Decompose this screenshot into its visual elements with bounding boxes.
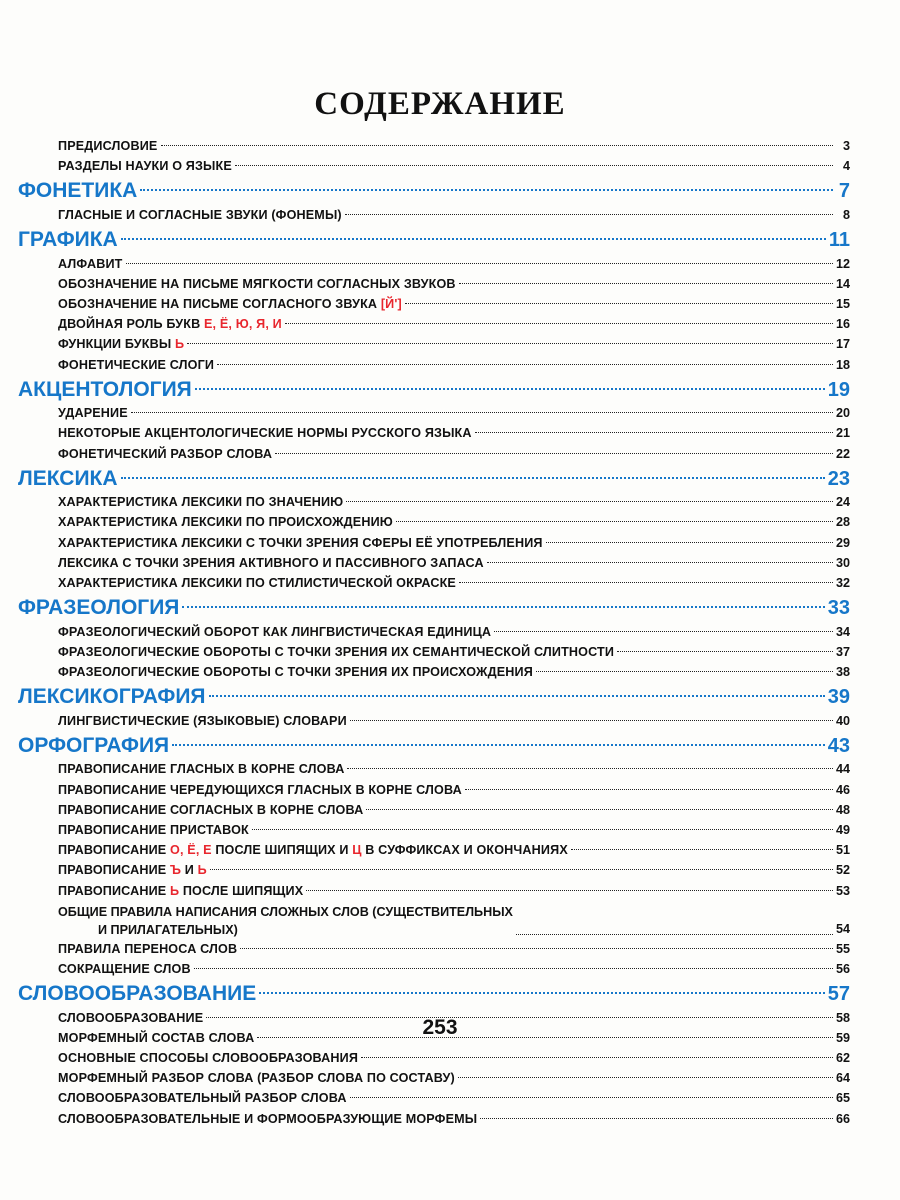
toc-entry-label: [58, 573, 456, 593]
toc-section[interactable]: [18, 683, 850, 711]
toc-entry-label: [58, 939, 237, 959]
dot-leader: [131, 412, 833, 413]
toc-page-number: 34: [835, 624, 850, 639]
dot-leader: [405, 303, 833, 304]
label-text: ПОСЛЕ ШИПЯЩИХ: [179, 883, 304, 898]
toc-entry-label: [58, 403, 128, 423]
toc-page-number: 66: [835, 1111, 850, 1126]
toc-entry-label: [58, 533, 543, 553]
dot-leader: [494, 631, 833, 632]
toc-entry-label: [58, 800, 363, 820]
toc-entry[interactable]: [18, 881, 850, 901]
toc-page-number: 39: [827, 686, 850, 709]
toc-entry-label: [58, 1088, 347, 1108]
toc-entry[interactable]: [18, 860, 850, 880]
label-text: ФРАЗЕОЛОГИЧЕСКИЕ ОБОРОТЫ С ТОЧКИ ЗРЕНИЯ ИХ ПРОИСХОЖДЕНИЯ: [58, 665, 533, 680]
toc-entry[interactable]: [18, 294, 850, 314]
dot-leader: [195, 388, 825, 390]
dot-leader: [252, 829, 833, 830]
toc-section-label: [18, 732, 169, 760]
toc-page-number: 37: [835, 644, 850, 659]
toc-page-number: 57: [827, 983, 850, 1006]
dot-leader: [459, 283, 833, 284]
label-text: ПРАВОПИСАНИЕ: [58, 883, 170, 898]
label-text: ХАРАКТЕРИСТИКА ЛЕКСИКИ ПО СТИЛИСТИЧЕСКОЙ ОКРАСКЕ: [58, 576, 456, 590]
toc-page-number: 18: [835, 357, 850, 372]
toc-entry[interactable]: [18, 403, 850, 423]
dot-leader: [347, 768, 833, 769]
highlighted-letters: Ъ: [170, 863, 182, 878]
toc-entry[interactable]: [18, 820, 850, 840]
label-text: ЛЕКСИКОГРАФИЯ: [18, 685, 206, 709]
toc-entry-label: [58, 1048, 358, 1068]
toc-entry-label-line: И ПРИЛАГАТЕЛЬНЫХ): [98, 922, 238, 937]
dot-leader: [285, 323, 833, 324]
toc-page-number: 4: [842, 159, 850, 174]
dot-leader: [396, 521, 833, 522]
dot-leader: [126, 263, 833, 264]
dot-leader: [617, 651, 833, 652]
label-text: ПРАВОПИСАНИЕ: [58, 863, 170, 878]
label-text: ЛЕКСИКА: [18, 466, 118, 490]
highlighted-letters: Ь: [174, 337, 185, 352]
toc-entry-label: [58, 860, 207, 880]
label-text: ФУНКЦИИ БУКВЫ: [58, 337, 175, 352]
toc-page-number: 21: [835, 426, 850, 441]
toc-page-number: 16: [835, 317, 850, 332]
label-text: УДАРЕНИЕ: [58, 406, 128, 421]
toc-entry[interactable]: [18, 759, 850, 779]
toc-entry[interactable]: [18, 840, 850, 860]
toc-entry-label: [58, 334, 184, 354]
highlighted-letters: Ь: [170, 883, 180, 898]
toc-entry[interactable]: [18, 901, 850, 939]
label-text: ФОНЕТИКА: [18, 179, 138, 203]
label-text: СЛОВООБРАЗОВАНИЕ: [58, 1010, 204, 1025]
label-text: ПРЕДИСЛОВИЕ: [58, 139, 158, 153]
toc-entry-label: [58, 274, 456, 294]
label-text: ХАРАКТЕРИСТИКА ЛЕКСИКИ ПО ПРОИСХОЖДЕНИЮ: [58, 515, 393, 530]
label-text: АКЦЕНТОЛОГИЯ: [18, 377, 192, 401]
label-text: ОСНОВНЫЕ СПОСОБЫ СЛОВООБРАЗОВАНИЯ: [58, 1051, 359, 1065]
highlighted-letters: Ц: [352, 843, 362, 858]
toc-page-number: 11: [828, 229, 850, 252]
dot-leader: [210, 869, 833, 870]
toc-page-number: 28: [835, 515, 850, 530]
toc-entry[interactable]: [18, 622, 850, 642]
label-text: МОРФЕМНЫЙ РАЗБОР СЛОВА (РАЗБОР СЛОВА ПО СОСТАВУ): [58, 1071, 455, 1086]
dot-leader: [465, 789, 833, 790]
toc-entry[interactable]: [18, 423, 850, 443]
dot-leader: [161, 145, 834, 146]
toc-page-number: 51: [835, 843, 850, 858]
dot-leader: [459, 582, 833, 583]
toc-entry-label: [58, 711, 347, 731]
dot-leader: [121, 477, 825, 479]
toc-page-number: 58: [835, 1010, 850, 1025]
label-text: СЛОВООБРАЗОВАТЕЛЬНЫЙ РАЗБОР СЛОВА: [58, 1091, 347, 1106]
dot-leader: [121, 238, 826, 240]
toc-page-number: 38: [835, 665, 850, 680]
toc-page-number: 29: [835, 535, 850, 550]
toc-page-number: 64: [835, 1071, 850, 1086]
toc-section[interactable]: [18, 465, 850, 493]
toc-entry-label: [58, 820, 249, 840]
toc-entry-label: [58, 1068, 455, 1088]
toc-section[interactable]: [18, 177, 850, 205]
dot-leader: [235, 165, 833, 166]
toc-entry-label: [58, 662, 533, 682]
label-text: СЛОВООБРАЗОВАНИЕ: [18, 982, 257, 1006]
toc-entry-label: [58, 136, 158, 156]
dot-leader: [475, 432, 833, 433]
toc-section-label: [18, 465, 118, 493]
toc-entry[interactable]: [18, 254, 850, 274]
dot-leader: [194, 968, 833, 969]
toc-page-number: 19: [827, 378, 850, 401]
toc-entry-label: [58, 423, 472, 443]
toc-entry[interactable]: [18, 1068, 850, 1088]
dot-leader: [275, 453, 833, 454]
toc-entry[interactable]: [18, 444, 850, 464]
toc-page-number: 48: [835, 802, 850, 817]
toc-page-number: 17: [835, 337, 850, 352]
toc-page-number: 43: [827, 734, 850, 757]
toc-entry-label: [58, 1109, 477, 1129]
dot-leader: [516, 934, 833, 935]
dot-leader: [306, 890, 833, 891]
toc-page-number: 54: [835, 921, 850, 936]
toc-entry[interactable]: [18, 512, 850, 532]
toc-entry[interactable]: [18, 553, 850, 573]
label-text: ОБОЗНАЧЕНИЕ НА ПИСЬМЕ СОГЛАСНОГО ЗВУКА: [58, 296, 381, 311]
dot-leader: [480, 1118, 833, 1119]
toc-entry[interactable]: [18, 1109, 850, 1129]
label-text: ЛЕКСИКА С ТОЧКИ ЗРЕНИЯ АКТИВНОГО И ПАССИВНОГО ЗАПАСА: [58, 555, 484, 570]
toc-entry[interactable]: [18, 959, 850, 979]
toc-entry-label: [58, 254, 123, 274]
toc-entry-label: [58, 903, 513, 939]
label-text: ФРАЗЕОЛОГИЧЕСКИЕ ОБОРОТЫ С ТОЧКИ ЗРЕНИЯ ИХ СЕМАНТИЧЕСКОЙ СЛИТНОСТИ: [58, 644, 615, 659]
toc-page-number: 62: [835, 1051, 850, 1065]
toc-entry-label: [58, 294, 402, 314]
dot-leader: [172, 744, 825, 746]
toc-page-number: 44: [835, 762, 850, 777]
toc-page-number: 15: [835, 296, 850, 311]
toc-page-number: 14: [835, 276, 850, 291]
label-text: ПРАВИЛА ПЕРЕНОСА СЛОВ: [58, 941, 238, 956]
toc-entry[interactable]: [18, 1088, 850, 1108]
label-text: ПРАВОПИСАНИЕ ПРИСТАВОК: [58, 823, 249, 837]
toc-entry[interactable]: [18, 1048, 850, 1068]
toc-page-number: 8: [842, 207, 850, 222]
toc-entry[interactable]: [18, 662, 850, 682]
toc-page-number: 12: [835, 256, 850, 271]
toc-page-number: 23: [827, 467, 850, 490]
toc-entry-label-line: ОБЩИЕ ПРАВИЛА НАПИСАНИЯ СЛОЖНЫХ СЛОВ (СУЩЕСТВИТЕЛЬНЫХ: [58, 904, 513, 919]
dot-leader: [546, 542, 833, 543]
dot-leader: [361, 1057, 833, 1058]
toc-entry-label: [58, 959, 191, 979]
label-text: ГРАФИКА: [18, 228, 118, 252]
toc-page-number: 40: [835, 713, 850, 728]
toc-page-number: 30: [835, 555, 850, 570]
label-text: ОРФОГРАФИЯ: [18, 733, 170, 757]
label-text: НЕКОТОРЫЕ АКЦЕНТОЛОГИЧЕСКИЕ НОРМЫ РУССКОГО ЯЗЫКА: [58, 426, 472, 441]
toc-entry-label: [58, 642, 614, 662]
toc-entry[interactable]: [18, 573, 850, 593]
toc-section-label: [18, 376, 192, 404]
toc-section-label: [18, 594, 179, 622]
toc-entry-label: [58, 512, 393, 532]
toc-entry-label: [58, 156, 232, 176]
toc-entry-label: [58, 492, 343, 512]
toc-page-number: 52: [835, 863, 850, 878]
dot-leader: [366, 809, 833, 810]
label-text: ХАРАКТЕРИСТИКА ЛЕКСИКИ С ТОЧКИ ЗРЕНИЯ СФЕРЫ ЕЁ УПОТРЕБЛЕНИЯ: [58, 535, 543, 550]
toc-entry-label: [58, 780, 462, 800]
toc-entry[interactable]: [18, 156, 850, 176]
toc-page-number: 33: [827, 597, 850, 620]
label-text: ПОСЛЕ ШИПЯЩИХ И: [211, 843, 353, 858]
toc-entry-label: [58, 553, 484, 573]
toc-section-label: [18, 980, 256, 1008]
highlighted-letters: Е, Ё, Ю, Я, И: [204, 317, 282, 332]
label-text: ХАРАКТЕРИСТИКА ЛЕКСИКИ ПО ЗНАЧЕНИЮ: [58, 495, 344, 510]
table-of-contents: [18, 136, 850, 1129]
toc-page-number: 22: [835, 446, 850, 461]
toc-section[interactable]: [18, 594, 850, 622]
toc-entry-label: [58, 355, 214, 375]
toc-page-number: 20: [835, 406, 850, 421]
toc-page-number: 24: [835, 495, 850, 510]
label-text: РАЗДЕЛЫ НАУКИ О ЯЗЫКЕ: [58, 159, 232, 174]
label-text: МОРФЕМНЫЙ СОСТАВ СЛОВА: [58, 1030, 255, 1045]
toc-section-label: [18, 177, 137, 205]
toc-entry-label: [58, 314, 282, 334]
dot-leader: [350, 1097, 833, 1098]
dot-leader: [487, 562, 833, 563]
highlighted-letters: О, Ё, Е: [170, 843, 212, 858]
toc-entry[interactable]: [18, 334, 850, 354]
toc-entry[interactable]: [18, 642, 850, 662]
toc-page-number: 7: [838, 180, 850, 203]
toc-page-number: 32: [835, 576, 850, 590]
toc-entry-label: [58, 840, 568, 860]
toc-entry[interactable]: [18, 136, 850, 156]
toc-section-label: [18, 226, 118, 254]
label-text: ОБОЗНАЧЕНИЕ НА ПИСЬМЕ МЯГКОСТИ СОГЛАСНЫХ ЗВУКОВ: [58, 276, 456, 291]
toc-page-number: 49: [835, 823, 850, 837]
toc-entry[interactable]: [18, 780, 850, 800]
toc-entry-label: [58, 759, 344, 779]
dot-leader: [259, 992, 825, 994]
label-text: ЛИНГВИСТИЧЕСКИЕ (ЯЗЫКОВЫЕ) СЛОВАРИ: [58, 713, 347, 728]
label-text: ФРАЗЕОЛОГИЯ: [18, 596, 180, 620]
dot-leader: [571, 849, 833, 850]
dot-leader: [458, 1077, 833, 1078]
label-text: ФОНЕТИЧЕСКИЕ СЛОГИ: [58, 357, 215, 372]
toc-entry[interactable]: [18, 355, 850, 375]
label-text: ФОНЕТИЧЕСКИЙ РАЗБОР СЛОВА: [58, 446, 273, 461]
label-text: В СУФФИКСАХ И ОКОНЧАНИЯХ: [361, 843, 568, 858]
toc-entry[interactable]: [18, 939, 850, 959]
label-text: ДВОЙНАЯ РОЛЬ БУКВ: [58, 317, 204, 332]
toc-page-number: 3: [842, 139, 850, 153]
dot-leader: [187, 343, 833, 344]
page-number: 253: [422, 1016, 458, 1039]
toc-page-number: 53: [835, 883, 850, 898]
dot-leader: [140, 189, 833, 191]
toc-entry-label: [58, 881, 303, 901]
label-text: И: [181, 863, 198, 878]
dot-leader: [350, 720, 833, 721]
dot-leader: [240, 948, 833, 949]
dot-leader: [345, 214, 833, 215]
page-title: СОДЕРЖАНИЕ: [314, 86, 566, 122]
label-text: ГЛАСНЫЕ И СОГЛАСНЫЕ ЗВУКИ (ФОНЕМЫ): [58, 207, 342, 222]
label-text: ПРАВОПИСАНИЕ ЧЕРЕДУЮЩИХСЯ ГЛАСНЫХ В КОРНЕ СЛОВА: [58, 782, 462, 797]
dot-leader: [346, 501, 833, 502]
toc-entry-label: [58, 205, 342, 225]
toc-section[interactable]: [18, 226, 850, 254]
toc-entry[interactable]: [18, 205, 850, 225]
highlighted-letters: [Й']: [380, 296, 402, 311]
dot-leader: [217, 364, 833, 365]
toc-entry[interactable]: [18, 800, 850, 820]
toc-entry[interactable]: [18, 274, 850, 294]
label-text: СЛОВООБРАЗОВАТЕЛЬНЫЕ И ФОРМООБРАЗУЮЩИЕ МОРФЕМЫ: [58, 1111, 478, 1126]
toc-section[interactable]: [18, 732, 850, 760]
toc-entry-label: [58, 444, 272, 464]
toc-page-number: 56: [835, 961, 850, 976]
toc-entry[interactable]: [18, 314, 850, 334]
toc-page-number: 55: [835, 941, 850, 956]
toc-entry-label: [58, 622, 491, 642]
toc-section-label: [18, 683, 206, 711]
toc-entry[interactable]: [18, 492, 850, 512]
dot-leader: [536, 671, 833, 672]
label-text: АЛФАВИТ: [58, 256, 123, 271]
dot-leader: [209, 695, 825, 697]
label-text: ПРАВОПИСАНИЕ ГЛАСНЫХ В КОРНЕ СЛОВА: [58, 762, 345, 777]
dot-leader: [182, 606, 824, 608]
label-text: ПРАВОПИСАНИЕ: [58, 843, 170, 858]
toc-entry[interactable]: [18, 533, 850, 553]
label-text: ФРАЗЕОЛОГИЧЕСКИЙ ОБОРОТ КАК ЛИНГВИСТИЧЕСКАЯ ЕДИНИЦА: [58, 624, 492, 639]
toc-page-number: 46: [835, 782, 850, 797]
label-text: СОКРАЩЕНИЕ СЛОВ: [58, 961, 191, 976]
toc-page-number: 59: [835, 1030, 850, 1045]
toc-section[interactable]: [18, 376, 850, 404]
label-text: ПРАВОПИСАНИЕ СОГЛАСНЫХ В КОРНЕ СЛОВА: [58, 802, 364, 817]
highlighted-letters: Ь: [197, 863, 207, 878]
toc-section[interactable]: [18, 980, 850, 1008]
toc-page-number: 65: [835, 1091, 850, 1106]
toc-entry[interactable]: [18, 711, 850, 731]
